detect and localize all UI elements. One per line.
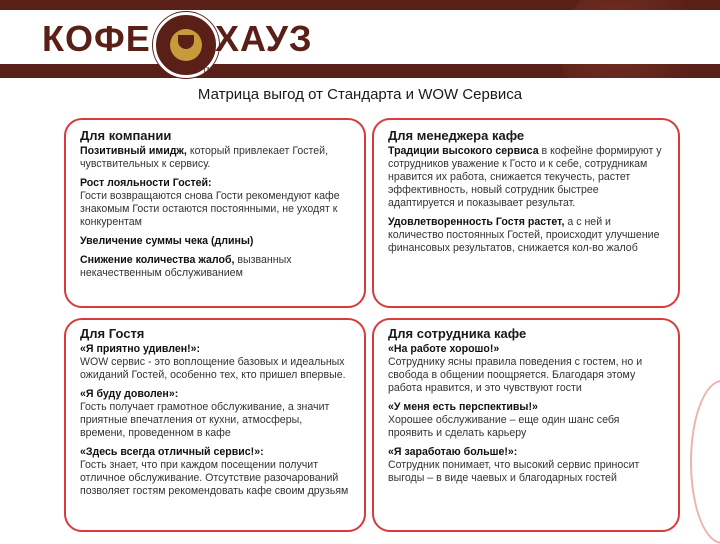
- manager-traditions-bold: Традиции высокого сервиса: [388, 145, 539, 157]
- card-manager: [372, 118, 680, 308]
- trademark: TM: [202, 66, 214, 75]
- decorative-arc: [690, 380, 720, 544]
- company-loyalty-bold: Рост лояльности Гостей:: [80, 177, 212, 189]
- logo-strip: [0, 10, 720, 75]
- company-check-bold: Увеличение суммы чека (длины): [80, 235, 254, 247]
- manager-traditions-paragraph: [388, 145, 664, 210]
- company-image-text: который привлекает Гостей, чувствительных к сервису.: [80, 145, 329, 170]
- page-title: Матрица выгод от Стандарта и WOW Сервиса: [197, 86, 523, 103]
- company-complaints-text: вызванных некачественным обслуживанием: [80, 254, 292, 279]
- manager-traditions-text: в кофейне формируют у сотрудников уважение к Госто и к себе, сотрудникам нравится их работа, снижается текучесть, растет эффективность, новый сотрудник быстрее адаптируется и показывает результат.: [388, 145, 662, 209]
- company-complaints-paragraph: [80, 254, 350, 280]
- employee-quote-2: «У меня есть перспективы!»: [388, 401, 538, 413]
- card-employee-heading: Для сотрудника кафе: [388, 326, 527, 341]
- card-manager-heading: Для менеджера кафе: [388, 128, 525, 143]
- guest-quote-1: «Я приятно удивлен!»:: [80, 343, 201, 355]
- guest-quote-2: «Я буду доволен»:: [80, 388, 179, 400]
- card-company-heading: Для компании: [80, 128, 172, 143]
- company-loyalty-paragraph: [80, 177, 350, 229]
- company-complaints-bold: Снижение количества жалоб,: [80, 254, 235, 266]
- employee-quote-2-text: Хорошее обслуживание – еще один шанс себя проявить и сделать карьеру: [388, 414, 620, 439]
- company-image-paragraph: [80, 145, 350, 171]
- employee-quote-1-text: Сотруднику ясны правила поведения с гостем, но и свобода в общении поощряется. Благодаря этому работа нравится, и это чувствуют гости: [388, 356, 643, 394]
- guest-quote-2-text: Гость получает грамотное обслуживание, а значит приятные впечатления от кухни, атмосферы, времени, проведенном в кафе: [80, 401, 330, 439]
- brand-word-right: ХАУЗ: [215, 18, 313, 59]
- guest-quote-1-text: WOW сервис - это воплощение базовых и идеальных ожиданий Гостей, особенно тех, кто пришел впервые.: [80, 356, 346, 381]
- manager-satisfaction-bold: Удовлетворенность Гостя растет,: [388, 216, 565, 228]
- company-check-paragraph: [80, 235, 350, 248]
- card-company: [64, 118, 366, 308]
- card-guest-heading: Для Гостя: [80, 326, 145, 341]
- manager-satisfaction-paragraph: [388, 216, 664, 255]
- company-loyalty-text: Гости возвращаются снова Гости рекомендуют кафе знакомым Гости остаются постоянными, не уходят к конкурентам: [80, 190, 340, 228]
- card-employee: [372, 318, 680, 532]
- guest-quote-3-text: Гость знает, что при каждом посещении получит отличное обслуживание. Отсутствие разочарований позволяет гостям рекомендовать кафе своим друзьям: [80, 459, 349, 497]
- employee-quote-3: «Я заработаю больше!»:: [388, 446, 518, 458]
- employee-quote-3-text: Сотрудник понимает, что высокий сервис приносит выгоды – в виде чаевых и благодарных гостей: [388, 459, 640, 484]
- employee-quote-1: «На работе хорошо!»: [388, 343, 500, 355]
- card-guest: [64, 318, 366, 532]
- company-image-bold: Позитивный имидж,: [80, 145, 187, 157]
- guest-quote-3: «Здесь всегда отличный сервис!»:: [80, 446, 264, 458]
- manager-satisfaction-text: а с ней и количество постоянных Гостей, происходит улучшение финансовых результатов, снижается кол-во жалоб: [388, 216, 660, 254]
- brand-word-left: КОФЕ: [42, 18, 151, 59]
